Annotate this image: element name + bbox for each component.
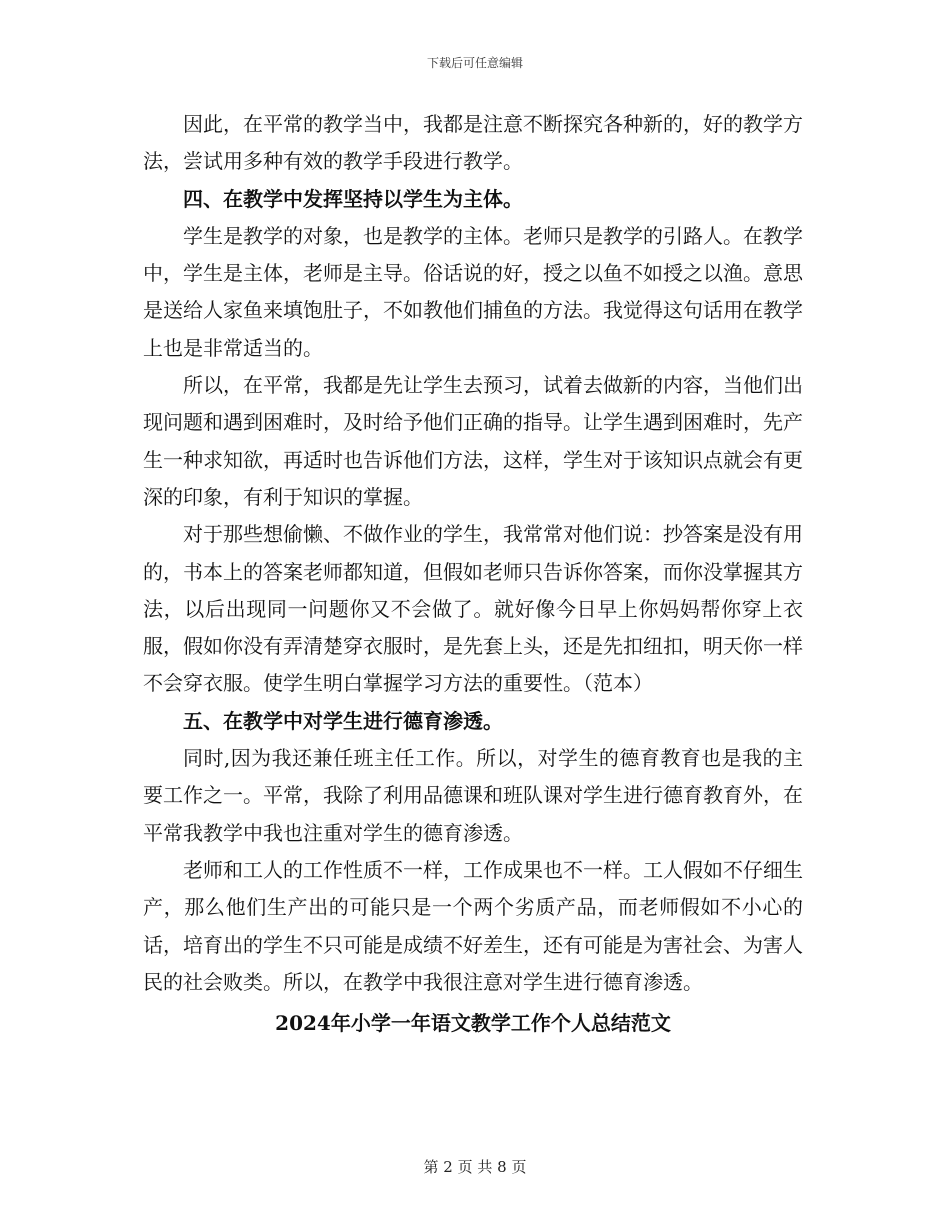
paragraph-student-subject: 学生是教学的对象，也是教学的主体。老师只是教学的引路人。在教学中，学生是主体，老师是主导。俗话说的好，授之以鱼不如授之以渔。意思是送给人家鱼来填饱肚子，不如教他们捕鱼的方法。我觉得这句话用在教学上也是非常适当的。 (143, 223, 803, 360)
paragraph-teacher-worker: 老师和工人的工作性质不一样，工作成果也不一样。工人假如不仔细生产，那么他们生产出的可能只是一个两个劣质产品，而老师假如不小心的话，培育出的学生不只可能是成绩不好差生，还有可能是为害社会、为害人民的社会败类。所以，在教学中我很注意对学生进行德育渗透。 (143, 857, 803, 994)
next-article-title: 2024年小学一年语文教学工作个人总结范文 (275, 1011, 671, 1036)
paragraph-preview: 所以，在平常，我都是先让学生去预习，试着去做新的内容，当他们出现问题和遇到困难时，及时给予他们正确的指导。让学生遇到困难时，先产生一种求知欲，再适时也告诉他们方法，这样，学生对于该知识点就会有更深的印象，有利于知识的掌握。 (143, 373, 803, 509)
paragraph-lazy-students: 对于那些想偷懒、不做作业的学生，我常常对他们说：抄答案是没有用的，书本上的答案老师都知道，但假如老师只告诉你答案，而你没掌握其方法，以后出现同一问题你又不会做了。就好像今日早上你妈妈帮你穿上衣服，假如你没有弄清楚穿衣服时，是先套上头，还是先扣纽扣，明天你一样不会穿衣服。使学生明白掌握学习方法的重要性。（范本） (143, 522, 803, 696)
section-heading-4: 四、在教学中发挥坚持以学生为主体。 (183, 186, 523, 211)
paragraph-methods: 因此，在平常的教学当中，我都是注意不断探究各种新的，好的教学方法，尝试用多种有效的教学手段进行教学。 (143, 112, 803, 174)
paragraph-moral-education: 同时,因为我还兼任班主任工作。所以，对学生的德育教育也是我的主要工作之一。平常，我除了利用品德课和班队课对学生进行德育教育外，在平常我教学中我也注重对学生的德育渗透。 (143, 746, 803, 845)
section-heading-5: 五、在教学中对学生进行德育渗透。 (183, 708, 503, 733)
download-note: 下载后可任意编辑 (426, 56, 523, 70)
document-body (143, 106, 803, 1042)
page-number: 第 2 页 共 8 页 (423, 1158, 527, 1176)
